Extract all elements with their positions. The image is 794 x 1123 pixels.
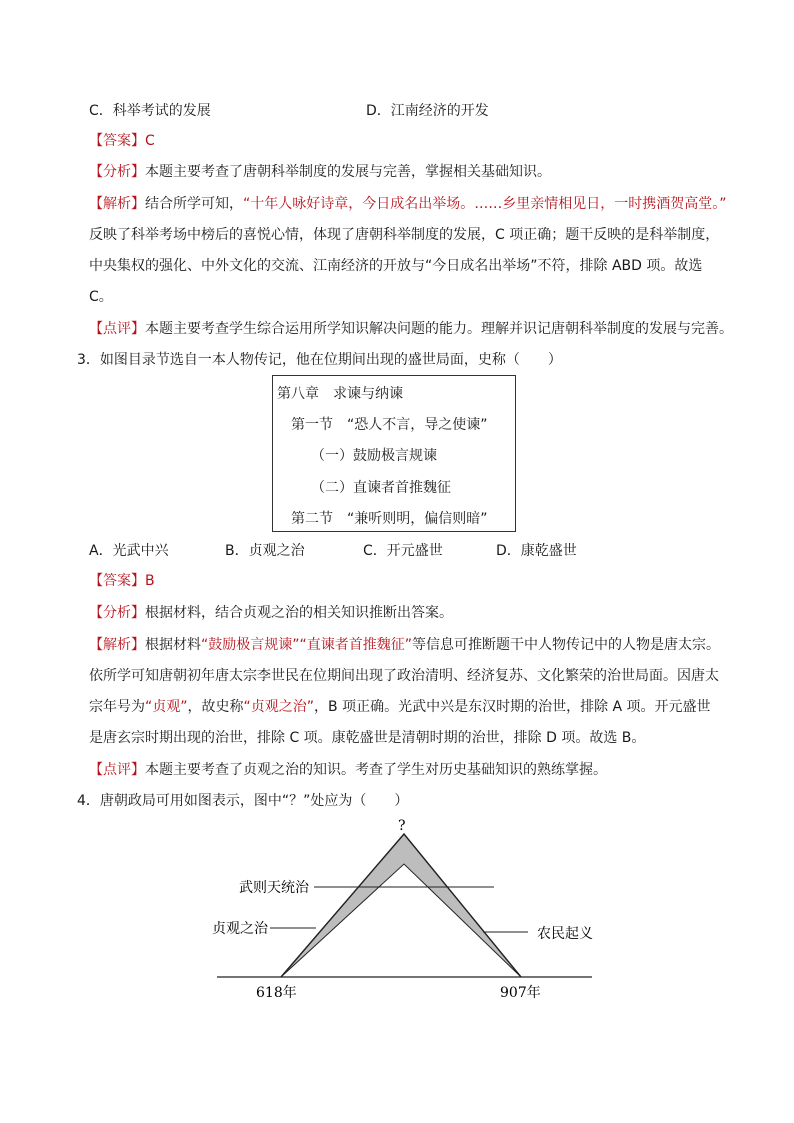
answer-tag: 【答案】 xyxy=(89,133,145,149)
explain-tag: 【解析】 xyxy=(89,196,145,212)
explain-quote: “贞观” xyxy=(145,699,188,715)
end-year-label: 907年 xyxy=(500,985,541,1001)
explain-text: 根据材料 xyxy=(145,637,201,653)
q3-option-c: C．开元盛世 xyxy=(363,543,443,559)
q2-explain-line-2: 反映了科举考场中榜后的喜悦心情，体现了唐朝科举制度的发展，C 项正确；题干反映的是科举制度， xyxy=(89,227,720,243)
q3-explain-line-1 xyxy=(89,635,720,655)
q2-option-c: C．科举考试的发展 xyxy=(89,103,211,119)
q2-explain-line-4: C。 xyxy=(89,289,113,305)
toc-subsection-1: （一）鼓励极言规谏 xyxy=(311,448,437,464)
explain-quote-2: “贞观之治” xyxy=(243,699,315,715)
explain-quote: “鼓励极言规谏”“直谏者首推魏征” xyxy=(201,637,413,653)
toc-chapter: 第八章 求谏与纳谏 xyxy=(277,386,403,402)
start-year-label: 618年 xyxy=(256,985,297,1001)
analysis-tag: 【分析】 xyxy=(89,164,145,180)
comment-tag: 【点评】 xyxy=(89,762,145,778)
wu-label: 武则天统治 xyxy=(239,880,309,896)
analysis-text: 根据材料，结合贞观之治的相关知识推断出答案。 xyxy=(145,605,453,621)
explain-text: 宗年号为 xyxy=(89,699,145,715)
analysis-tag: 【分析】 xyxy=(89,605,145,621)
answer-value: B xyxy=(145,573,155,589)
answer-value: C xyxy=(145,133,155,149)
q3-option-d: D．康乾盛世 xyxy=(496,543,577,559)
q3-table-of-contents xyxy=(272,375,516,532)
analysis-text: 本题主要考查了唐朝科举制度的发展与完善，掌握相关基础知识。 xyxy=(145,164,551,180)
explain-text-3: ，B 项正确。光武中兴是东汉时期的治世，排除 A 项。开元盛世 xyxy=(314,699,711,715)
q2-explain-line-3: 中央集权的强化、中外文化的交流、江南经济的开放与“今日成名出举场”不符，排除 ABD 项。故选 xyxy=(89,258,703,274)
explain-tag: 【解析】 xyxy=(89,637,145,653)
q3-comment xyxy=(89,760,607,780)
q3-explain-line-4: 是唐玄宗时期出现的治世，排除 C 项。康乾盛世是清朝时期的治世，排除 D 项。故选 B。 xyxy=(89,730,646,746)
q2-comment xyxy=(89,319,733,339)
zhenguan-label: 贞观之治 xyxy=(212,921,268,937)
q4-stem: 4．唐朝政局可用如图表示，图中“？”处应为（ ） xyxy=(77,793,409,809)
toc-section-1: 第一节 “恐人不言，导之使谏” xyxy=(291,417,488,433)
q3-answer xyxy=(89,571,155,591)
toc-subsection-2: （二）直谏者首推魏征 xyxy=(311,480,451,496)
comment-text: 本题主要考查学生综合运用所学知识解决问题的能力。理解并识记唐朝科举制度的发展与完善。 xyxy=(145,321,733,337)
q3-analysis xyxy=(89,603,453,623)
explain-text-2: 等信息可推断题干中人物传记中的人物是唐太宗。 xyxy=(412,637,721,653)
q2-option-d: D．江南经济的开发 xyxy=(366,103,489,119)
explain-text: 结合所学可知， xyxy=(145,196,243,212)
comment-tag: 【点评】 xyxy=(89,321,145,337)
q3-option-b: B．贞观之治 xyxy=(225,543,305,559)
q3-explain-line-2: 依所学可知唐朝初年唐太宗李世民在位期间出现了政治清明、经济复苏、文化繁荣的治世局面。因唐太 xyxy=(89,668,719,684)
tang-politics-diagram xyxy=(0,810,794,1070)
explain-quote: “十年人咏好诗章，今日成名出举场。……乡里亲情相见日，一时携酒贺高堂。” xyxy=(243,196,727,212)
toc-section-2: 第二节 “兼听则明，偏信则暗” xyxy=(291,511,488,527)
q2-answer xyxy=(89,131,155,151)
comment-text: 本题主要考查了贞观之治的知识。考查了学生对历史基础知识的熟练掌握。 xyxy=(145,762,607,778)
q3-option-a: A．光武中兴 xyxy=(89,543,169,559)
q2-analysis xyxy=(89,162,551,182)
mountain-shape xyxy=(281,834,521,977)
explain-text-2: ，故史称 xyxy=(187,699,244,715)
q2-explain-line-1 xyxy=(89,194,727,214)
answer-tag: 【答案】 xyxy=(89,573,145,589)
q3-stem: 3．如图目录节选自一本人物传记，他在位期间出现的盛世局面，史称（ ） xyxy=(77,352,562,368)
peasant-label: 农民起义 xyxy=(537,926,593,942)
peak-label: ? xyxy=(398,818,406,834)
q3-explain-line-3 xyxy=(89,697,711,717)
